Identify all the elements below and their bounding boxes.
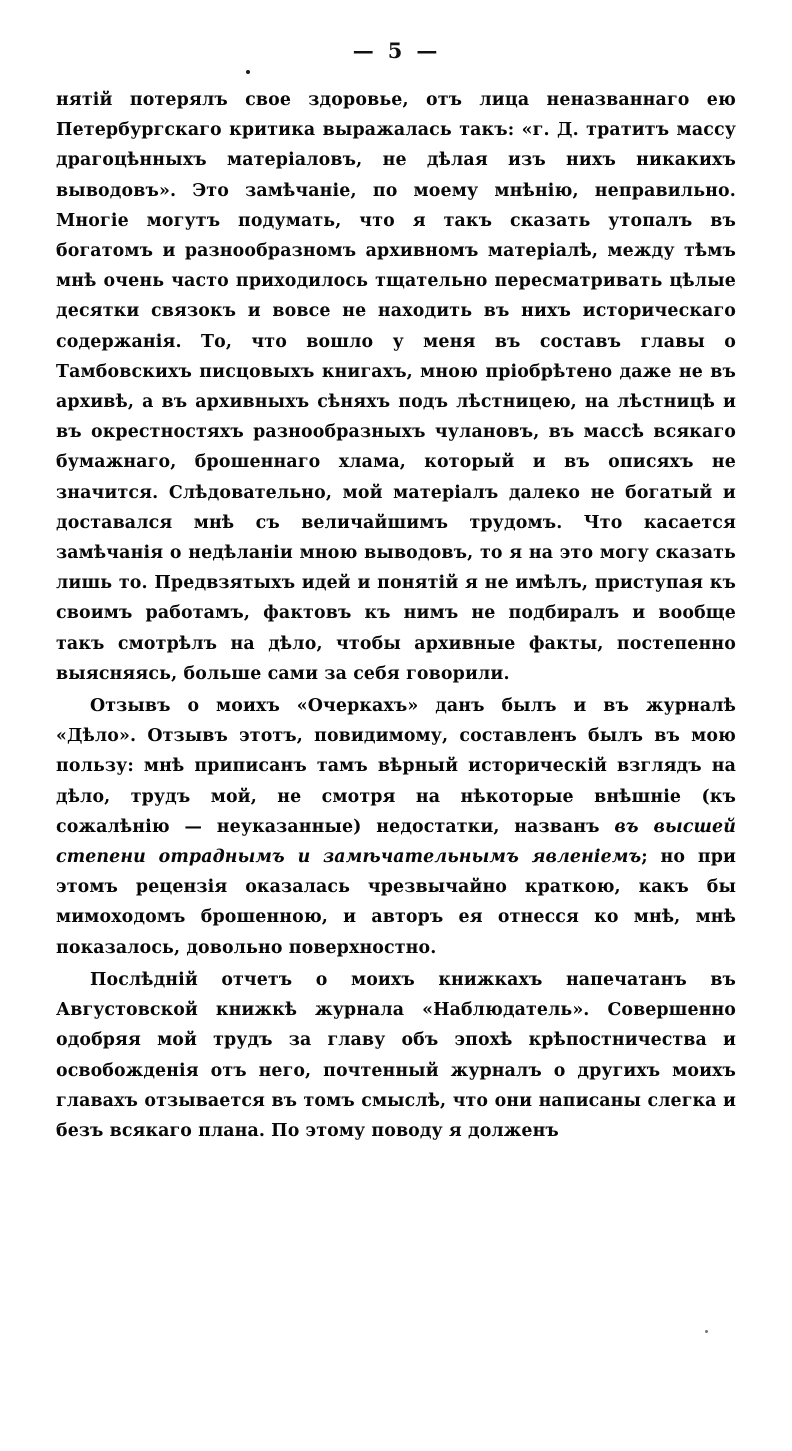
header-dash-left: — (352, 38, 376, 63)
emphasized-text: въ высшей степени отраднымъ и замѣчательнымъ явленіемъ (56, 816, 736, 868)
scan-speck (705, 1330, 708, 1333)
paragraph-2 (56, 691, 736, 963)
scan-speck (246, 70, 250, 74)
text-run: нятій потерялъ свое здоровье, отъ лица неназваннаго ею Петербургскаго критика выражалась такъ: «г. Д. тратитъ массу драгоцѣнныхъ матеріаловъ, не дѣлая изъ нихъ никакихъ выводовъ». Это замѣчаніе, по моему мнѣнію, неправильно. Многіе могутъ подумать, что я такъ сказать утопалъ въ богатомъ и разнообразномъ архивномъ матеріалѣ, между тѣмъ мнѣ очень часто приходилось тщательно пересматривать цѣлые десятки связокъ и вовсе не находить въ нихъ историческаго содержанія. То, что вошло у меня въ составъ главы о Тамбовскихъ писцовыхъ книгахъ, мною пріобрѣтено даже не въ архивѣ, а въ архивныхъ сѣняхъ подъ лѣстницею, на лѣстницѣ и въ окрестностяхъ разнообразныхъ чулановъ, въ массѣ всякаго бумажнаго, брошеннаго хлама, который и въ описяхъ не значится. Слѣдовательно, мой матеріалъ далеко не богатый и доставался мнѣ съ величайшимъ трудомъ. Что касается замѣчанія о недѣланіи мною выводовъ, то я на это могу сказать лишь то. Предвзятыхъ идей и понятій я не имѣлъ, приступая къ своимъ работамъ, фактовъ къ нимъ не подбиралъ и вообще такъ смотрѣлъ на дѣло, чтобы архивные факты, постепенно выясняясь, больше сами за себя говорили. (56, 90, 736, 684)
header-dash-right: — (416, 38, 440, 63)
text-run: Отзывъ о моихъ «Очеркахъ» данъ былъ и въ журналѣ «Дѣло». Отзывъ этотъ, повидимому, составленъ былъ въ мою пользу: мнѣ приписанъ тамъ вѣрный историческій взглядъ на дѣло, трудъ мой, не смотря на нѣкоторые внѣшніе (къ сожалѣнію — неуказанные) недостатки, названъ (56, 696, 736, 837)
paragraph-1 (56, 85, 736, 689)
page-number: 5 (387, 38, 405, 63)
body-text (56, 85, 736, 1146)
paragraph-3 (56, 965, 736, 1146)
page-header (56, 38, 736, 63)
text-run: ; но при этомъ рецензія оказалась чрезвычайно краткою, какъ бы мимоходомъ брошенною, и авторъ ея отнесся ко мнѣ, мнѣ показалось, довольно поверхностно. (56, 847, 736, 958)
text-run: Послѣдній отчетъ о моихъ книжкахъ напечатанъ въ Августовской книжкѣ журнала «Наблюдатель». Совершенно одобряя мой трудъ за главу объ эпохѣ крѣпостничества и освобожденія отъ него, почтенный журналъ о другихъ моихъ главахъ отзывается въ томъ смыслѣ, что они написаны слегка и безъ всякаго плана. По этому поводу я долженъ (56, 969, 736, 1141)
